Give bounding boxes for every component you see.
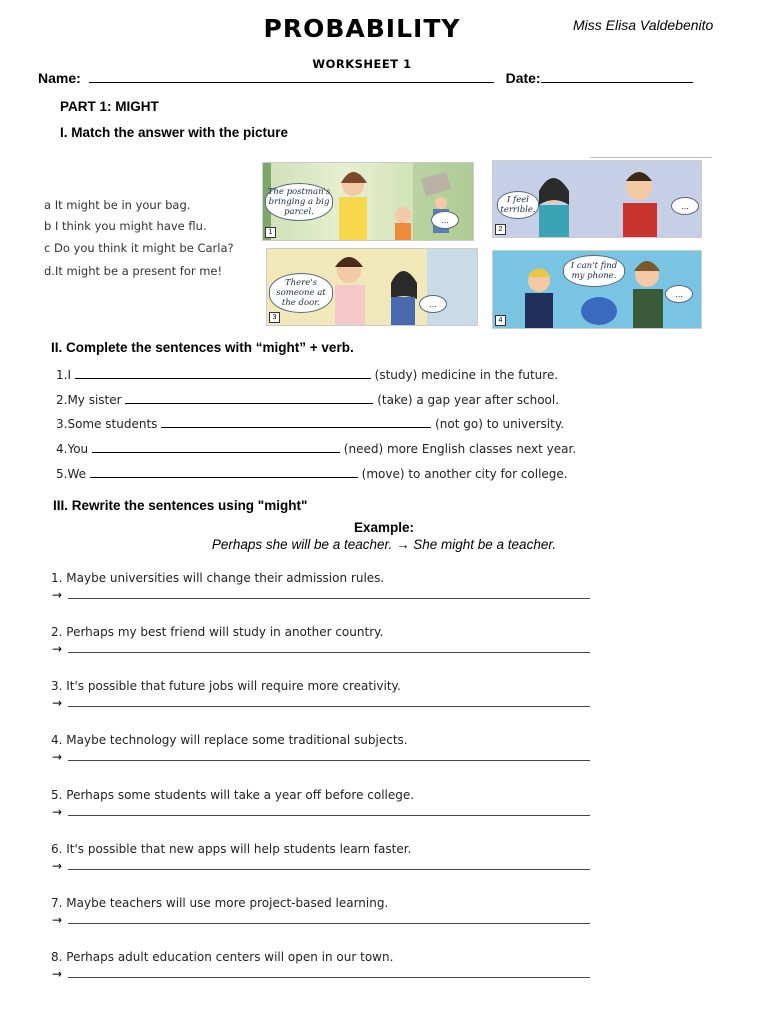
rewrite-answer-8-line[interactable] — [68, 967, 590, 978]
rewrite-answer-8 — [52, 967, 590, 981]
rewrite-answer-6-line[interactable] — [68, 859, 590, 870]
part1-title: PART 1: MIGHT — [60, 99, 159, 114]
complete-sentence-2-blank[interactable] — [125, 393, 373, 404]
rewrite-answer-6 — [52, 859, 590, 873]
date-label: Date: — [505, 70, 541, 86]
complete-sentence-1: 1.I (study) medicine in the future. — [56, 368, 559, 382]
rewrite-answer-7-arrow: → — [52, 913, 63, 927]
rewrite-answer-1-line[interactable] — [68, 588, 590, 599]
picture-2-top-divider — [590, 157, 712, 158]
complete-sentence-3: 3.Some students (not go) to university. — [56, 417, 565, 431]
complete-sentence-4: 4.You (need) more English classes next year. — [56, 442, 577, 456]
rewrite-answer-8-arrow: → — [52, 967, 63, 981]
name-line — [89, 70, 494, 83]
match-option-d: d.It might be a present for me! — [44, 264, 223, 278]
complete-sentence-5: 5.We (move) to another city for college. — [56, 467, 568, 481]
picture-3 — [266, 248, 478, 326]
picture-4-number: 4 — [495, 315, 506, 326]
complete-sentence-5-blank[interactable] — [90, 467, 358, 478]
complete-sentence-4-blank[interactable] — [92, 442, 340, 453]
match-option-b: b I think you might have flu. — [44, 219, 207, 233]
picture-3-reply-bubble: ... — [419, 295, 447, 313]
rewrite-answer-4-line[interactable] — [68, 750, 590, 761]
worksheet-subtitle: WORKSHEET 1 — [312, 57, 412, 71]
match-option-a: a It might be in your bag. — [44, 198, 191, 212]
rewrite-answer-7 — [52, 913, 590, 927]
picture-2-reply-bubble: ... — [671, 197, 699, 215]
section3-title: III. Rewrite the sentences using "might" — [53, 498, 308, 513]
rewrite-answer-2 — [52, 642, 590, 656]
complete-sentence-1-blank[interactable] — [75, 368, 371, 379]
rewrite-question-7: 7. Maybe teachers will use more project-based learning. — [51, 896, 389, 910]
rewrite-question-8: 8. Perhaps adult education centers will open in our town. — [51, 950, 394, 964]
rewrite-answer-6-arrow: → — [52, 859, 63, 873]
picture-2-number: 2 — [495, 224, 506, 235]
rewrite-answer-4 — [52, 750, 590, 764]
complete-sentence-2: 2.My sister (take) a gap year after school. — [56, 393, 560, 407]
rewrite-answer-7-line[interactable] — [68, 913, 590, 924]
picture-1 — [262, 162, 474, 241]
rewrite-question-1: 1. Maybe universities will change their admission rules. — [51, 571, 385, 585]
rewrite-answer-2-arrow: → — [52, 642, 63, 656]
example-label: Example: — [353, 520, 415, 535]
teacher-name: Miss Elisa Valdebenito — [573, 17, 714, 33]
name-date-row — [38, 70, 693, 86]
rewrite-question-4: 4. Maybe technology will replace some traditional subjects. — [51, 733, 408, 747]
picture-2 — [492, 160, 702, 238]
complete-sentence-3-blank[interactable] — [161, 417, 431, 428]
picture-1-reply-bubble: ... — [431, 211, 459, 229]
rewrite-answer-4-arrow: → — [52, 750, 63, 764]
match-option-c: c Do you think it might be Carla? — [44, 241, 234, 255]
picture-3-speech-bubble: There's someone at the door. — [269, 273, 333, 313]
rewrite-question-6: 6. It's possible that new apps will help students learn faster. — [51, 842, 412, 856]
section2-title: II. Complete the sentences with “might” + verb. — [51, 340, 354, 355]
picture-1-speech-bubble: The postman's bringing a big parcel. — [265, 183, 333, 221]
rewrite-answer-3 — [52, 696, 590, 710]
rewrite-answer-2-line[interactable] — [68, 642, 590, 653]
name-label: Name: — [38, 70, 81, 86]
rewrite-answer-1-arrow: → — [52, 588, 63, 602]
picture-3-number: 3 — [269, 312, 280, 323]
picture-4 — [492, 250, 702, 329]
section1-title: I. Match the answer with the picture — [60, 125, 289, 140]
rewrite-question-2: 2. Perhaps my best friend will study in another country. — [51, 625, 384, 639]
rewrite-question-5: 5. Perhaps some students will take a year off before college. — [51, 788, 415, 802]
picture-2-speech-bubble: I feel terrible. — [497, 191, 539, 219]
example-text: Perhaps she will be a teacher. → She might be a teacher. — [211, 537, 557, 552]
rewrite-question-3: 3. It's possible that future jobs will require more creativity. — [51, 679, 401, 693]
date-line — [541, 70, 693, 83]
rewrite-answer-1 — [52, 588, 590, 602]
picture-4-reply-bubble: ... — [665, 285, 693, 303]
picture-1-number: 1 — [265, 227, 276, 238]
worksheet-title: PROBABILITY — [263, 14, 461, 43]
picture-4-speech-bubble: I can't find my phone. — [563, 255, 625, 287]
rewrite-answer-5-line[interactable] — [68, 805, 590, 816]
rewrite-answer-3-arrow: → — [52, 696, 63, 710]
rewrite-answer-5 — [52, 805, 590, 819]
rewrite-answer-3-line[interactable] — [68, 696, 590, 707]
rewrite-answer-5-arrow: → — [52, 805, 63, 819]
